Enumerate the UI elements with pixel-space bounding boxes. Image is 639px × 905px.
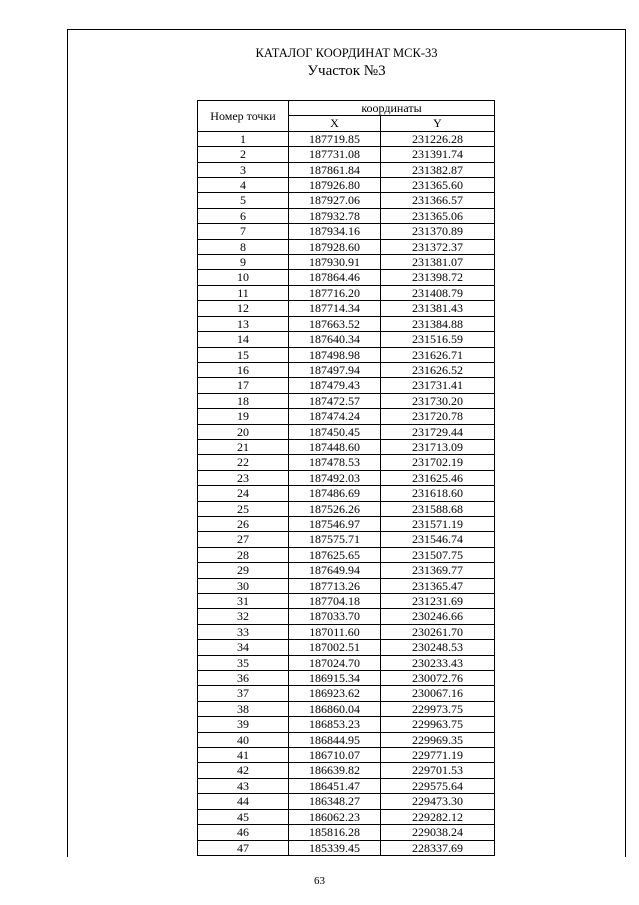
point-number-cell: 43 xyxy=(198,778,289,793)
x-coordinate-cell: 187478.53 xyxy=(289,455,381,470)
y-coordinate-cell: 229575.64 xyxy=(381,778,495,793)
x-coordinate-cell: 187526.26 xyxy=(289,501,381,516)
x-coordinate-cell: 187663.52 xyxy=(289,316,381,331)
table-row xyxy=(198,486,495,501)
table-row xyxy=(198,640,495,655)
table-row xyxy=(198,748,495,763)
table-body xyxy=(198,131,495,855)
point-number-cell: 24 xyxy=(198,486,289,501)
table-row xyxy=(198,732,495,747)
y-coordinate-cell: 231626.52 xyxy=(381,362,495,377)
table-row xyxy=(198,378,495,393)
y-coordinate-cell: 231507.75 xyxy=(381,547,495,562)
y-coordinate-cell: 231516.59 xyxy=(381,332,495,347)
header-point-number: Номер точки xyxy=(198,101,289,132)
point-number-cell: 6 xyxy=(198,208,289,223)
y-coordinate-cell: 229963.75 xyxy=(381,717,495,732)
y-coordinate-cell: 229701.53 xyxy=(381,763,495,778)
table-row xyxy=(198,208,495,223)
y-coordinate-cell: 231571.19 xyxy=(381,516,495,531)
x-coordinate-cell: 186853.23 xyxy=(289,717,381,732)
table-row xyxy=(198,409,495,424)
point-number-cell: 2 xyxy=(198,147,289,162)
coordinates-table xyxy=(197,100,495,856)
x-coordinate-cell: 187861.84 xyxy=(289,162,381,177)
point-number-cell: 39 xyxy=(198,717,289,732)
table-row xyxy=(198,255,495,270)
table-row xyxy=(198,717,495,732)
point-number-cell: 29 xyxy=(198,563,289,578)
table-row xyxy=(198,393,495,408)
page-number: 63 xyxy=(314,875,325,887)
table-row xyxy=(198,809,495,824)
x-coordinate-cell: 187640.34 xyxy=(289,332,381,347)
x-coordinate-cell: 186923.62 xyxy=(289,686,381,701)
table-row xyxy=(198,470,495,485)
y-coordinate-cell: 229969.35 xyxy=(381,732,495,747)
table-row xyxy=(198,147,495,162)
y-coordinate-cell: 231370.89 xyxy=(381,224,495,239)
y-coordinate-cell: 231730.20 xyxy=(381,393,495,408)
table-row xyxy=(198,701,495,716)
y-coordinate-cell: 231546.74 xyxy=(381,532,495,547)
y-coordinate-cell: 231702.19 xyxy=(381,455,495,470)
point-number-cell: 8 xyxy=(198,239,289,254)
point-number-cell: 25 xyxy=(198,501,289,516)
table-row xyxy=(198,439,495,454)
table-row xyxy=(198,424,495,439)
x-coordinate-cell: 187450.45 xyxy=(289,424,381,439)
x-coordinate-cell: 187492.03 xyxy=(289,470,381,485)
table-row xyxy=(198,563,495,578)
table-row xyxy=(198,316,495,331)
x-coordinate-cell: 187714.34 xyxy=(289,301,381,316)
table-row xyxy=(198,825,495,840)
y-coordinate-cell: 231720.78 xyxy=(381,409,495,424)
y-coordinate-cell: 230261.70 xyxy=(381,624,495,639)
x-coordinate-cell: 187713.26 xyxy=(289,578,381,593)
table-row xyxy=(198,362,495,377)
point-number-cell: 23 xyxy=(198,470,289,485)
x-coordinate-cell: 186915.34 xyxy=(289,671,381,686)
y-coordinate-cell: 231625.46 xyxy=(381,470,495,485)
table-row xyxy=(198,239,495,254)
y-coordinate-cell: 231382.87 xyxy=(381,162,495,177)
y-coordinate-cell: 231588.68 xyxy=(381,501,495,516)
x-coordinate-cell: 187934.16 xyxy=(289,224,381,239)
x-coordinate-cell: 187927.06 xyxy=(289,193,381,208)
table-row xyxy=(198,178,495,193)
point-number-cell: 4 xyxy=(198,178,289,193)
point-number-cell: 47 xyxy=(198,840,289,855)
point-number-cell: 22 xyxy=(198,455,289,470)
point-number-cell: 19 xyxy=(198,409,289,424)
point-number-cell: 33 xyxy=(198,624,289,639)
x-coordinate-cell: 187575.71 xyxy=(289,532,381,547)
x-coordinate-cell: 185339.45 xyxy=(289,840,381,855)
point-number-cell: 38 xyxy=(198,701,289,716)
y-coordinate-cell: 229973.75 xyxy=(381,701,495,716)
x-coordinate-cell: 186860.04 xyxy=(289,701,381,716)
y-coordinate-cell: 229282.12 xyxy=(381,809,495,824)
y-coordinate-cell: 231226.28 xyxy=(381,131,495,146)
table-row xyxy=(198,162,495,177)
y-coordinate-cell: 231731.41 xyxy=(381,378,495,393)
y-coordinate-cell: 230233.43 xyxy=(381,655,495,670)
point-number-cell: 37 xyxy=(198,686,289,701)
y-coordinate-cell: 231381.43 xyxy=(381,301,495,316)
table-row xyxy=(198,794,495,809)
point-number-cell: 20 xyxy=(198,424,289,439)
point-number-cell: 46 xyxy=(198,825,289,840)
table-row xyxy=(198,516,495,531)
y-coordinate-cell: 230246.66 xyxy=(381,609,495,624)
point-number-cell: 27 xyxy=(198,532,289,547)
y-coordinate-cell: 231713.09 xyxy=(381,439,495,454)
point-number-cell: 1 xyxy=(198,131,289,146)
x-coordinate-cell: 185816.28 xyxy=(289,825,381,840)
point-number-cell: 31 xyxy=(198,594,289,609)
point-number-cell: 44 xyxy=(198,794,289,809)
point-number-cell: 28 xyxy=(198,547,289,562)
y-coordinate-cell: 231618.60 xyxy=(381,486,495,501)
x-coordinate-cell: 186348.27 xyxy=(289,794,381,809)
y-coordinate-cell: 231729.44 xyxy=(381,424,495,439)
y-coordinate-cell: 231384.88 xyxy=(381,316,495,331)
y-coordinate-cell: 231372.37 xyxy=(381,239,495,254)
y-coordinate-cell: 231381.07 xyxy=(381,255,495,270)
table-row xyxy=(198,609,495,624)
x-coordinate-cell: 187625.65 xyxy=(289,547,381,562)
x-coordinate-cell: 187497.94 xyxy=(289,362,381,377)
x-coordinate-cell: 187472.57 xyxy=(289,393,381,408)
header-y: Y xyxy=(381,116,495,131)
x-coordinate-cell: 187864.46 xyxy=(289,270,381,285)
y-coordinate-cell: 229771.19 xyxy=(381,748,495,763)
table-row xyxy=(198,224,495,239)
y-coordinate-cell: 231391.74 xyxy=(381,147,495,162)
table-row xyxy=(198,501,495,516)
x-coordinate-cell: 187448.60 xyxy=(289,439,381,454)
x-coordinate-cell: 187719.85 xyxy=(289,131,381,146)
x-coordinate-cell: 187024.70 xyxy=(289,655,381,670)
y-coordinate-cell: 231365.60 xyxy=(381,178,495,193)
x-coordinate-cell: 187926.80 xyxy=(289,178,381,193)
point-number-cell: 32 xyxy=(198,609,289,624)
table-row xyxy=(198,332,495,347)
table-row xyxy=(198,131,495,146)
point-number-cell: 45 xyxy=(198,809,289,824)
point-number-cell: 7 xyxy=(198,224,289,239)
point-number-cell: 11 xyxy=(198,285,289,300)
x-coordinate-cell: 186062.23 xyxy=(289,809,381,824)
point-number-cell: 36 xyxy=(198,671,289,686)
y-coordinate-cell: 231408.79 xyxy=(381,285,495,300)
header-x: X xyxy=(289,116,381,131)
y-coordinate-cell: 231366.57 xyxy=(381,193,495,208)
table-row xyxy=(198,686,495,701)
point-number-cell: 18 xyxy=(198,393,289,408)
x-coordinate-cell: 187704.18 xyxy=(289,594,381,609)
point-number-cell: 26 xyxy=(198,516,289,531)
point-number-cell: 42 xyxy=(198,763,289,778)
y-coordinate-cell: 230072.76 xyxy=(381,671,495,686)
table-row xyxy=(198,778,495,793)
y-coordinate-cell: 231231.69 xyxy=(381,594,495,609)
x-coordinate-cell: 187498.98 xyxy=(289,347,381,362)
y-coordinate-cell: 231398.72 xyxy=(381,270,495,285)
table-row xyxy=(198,578,495,593)
table-row xyxy=(198,270,495,285)
x-coordinate-cell: 187928.60 xyxy=(289,239,381,254)
x-coordinate-cell: 186710.07 xyxy=(289,748,381,763)
y-coordinate-cell: 230067.16 xyxy=(381,686,495,701)
y-coordinate-cell: 230248.53 xyxy=(381,640,495,655)
table-row xyxy=(198,193,495,208)
y-coordinate-cell: 231369.77 xyxy=(381,563,495,578)
x-coordinate-cell: 187546.97 xyxy=(289,516,381,531)
x-coordinate-cell: 187033.70 xyxy=(289,609,381,624)
x-coordinate-cell: 187932.78 xyxy=(289,208,381,223)
y-coordinate-cell: 228337.69 xyxy=(381,840,495,855)
point-number-cell: 14 xyxy=(198,332,289,347)
table-row xyxy=(198,671,495,686)
x-coordinate-cell: 186639.82 xyxy=(289,763,381,778)
x-coordinate-cell: 187479.43 xyxy=(289,378,381,393)
x-coordinate-cell: 186844.95 xyxy=(289,732,381,747)
plot-subtitle: Участок №3 xyxy=(307,63,386,79)
x-coordinate-cell: 187649.94 xyxy=(289,563,381,578)
y-coordinate-cell: 229038.24 xyxy=(381,825,495,840)
y-coordinate-cell: 231365.47 xyxy=(381,578,495,593)
point-number-cell: 21 xyxy=(198,439,289,454)
table-row xyxy=(198,455,495,470)
y-coordinate-cell: 229473.30 xyxy=(381,794,495,809)
point-number-cell: 40 xyxy=(198,732,289,747)
point-number-cell: 41 xyxy=(198,748,289,763)
table-row xyxy=(198,285,495,300)
catalog-title: КАТАЛОГ КООРДИНАТ МСК-33 xyxy=(255,46,438,60)
point-number-cell: 16 xyxy=(198,362,289,377)
point-number-cell: 9 xyxy=(198,255,289,270)
table-row xyxy=(198,347,495,362)
table-row xyxy=(198,594,495,609)
point-number-cell: 35 xyxy=(198,655,289,670)
x-coordinate-cell: 187486.69 xyxy=(289,486,381,501)
x-coordinate-cell: 187011.60 xyxy=(289,624,381,639)
x-coordinate-cell: 187002.51 xyxy=(289,640,381,655)
x-coordinate-cell: 187930.91 xyxy=(289,255,381,270)
point-number-cell: 12 xyxy=(198,301,289,316)
point-number-cell: 17 xyxy=(198,378,289,393)
point-number-cell: 13 xyxy=(198,316,289,331)
point-number-cell: 15 xyxy=(198,347,289,362)
x-coordinate-cell: 187731.08 xyxy=(289,147,381,162)
x-coordinate-cell: 187474.24 xyxy=(289,409,381,424)
table-row xyxy=(198,763,495,778)
point-number-cell: 5 xyxy=(198,193,289,208)
y-coordinate-cell: 231626.71 xyxy=(381,347,495,362)
table-row xyxy=(198,301,495,316)
point-number-cell: 3 xyxy=(198,162,289,177)
y-coordinate-cell: 231365.06 xyxy=(381,208,495,223)
x-coordinate-cell: 187716.20 xyxy=(289,285,381,300)
table-row xyxy=(198,532,495,547)
table-row xyxy=(198,624,495,639)
table-row xyxy=(198,840,495,855)
point-number-cell: 10 xyxy=(198,270,289,285)
x-coordinate-cell: 186451.47 xyxy=(289,778,381,793)
table-row xyxy=(198,655,495,670)
table-row xyxy=(198,547,495,562)
point-number-cell: 30 xyxy=(198,578,289,593)
point-number-cell: 34 xyxy=(198,640,289,655)
header-coordinates: координаты xyxy=(289,101,495,116)
